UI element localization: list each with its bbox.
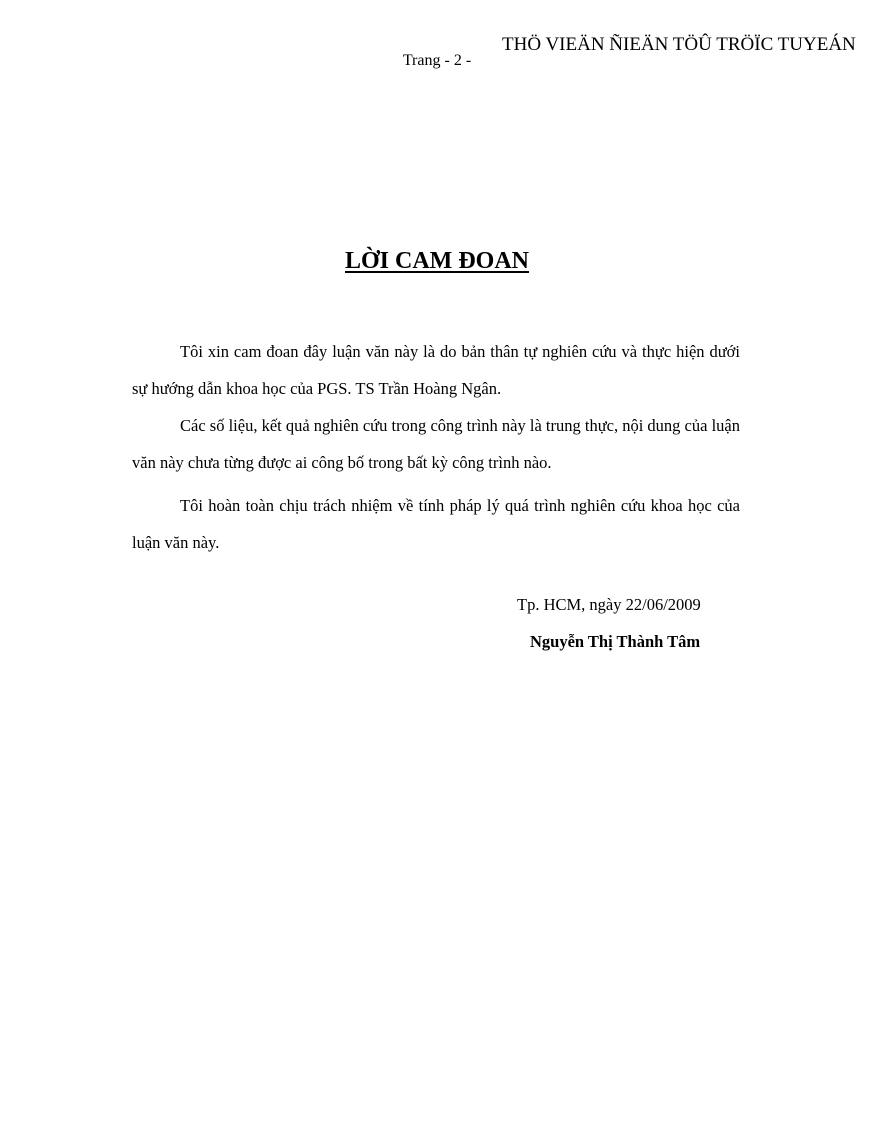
declaration-paragraph: Tôi hoàn toàn chịu trách nhiệm về tính pháp lý quá trình nghiên cứu khoa học của luận văn này. <box>132 496 740 552</box>
declaration-paragraph: Tôi xin cam đoan đây luận văn này là do bản thân tự nghiên cứu và thực hiện dưới sự hướng dẫn khoa học của PGS. TS Trần Hoàng Ngân. <box>132 342 740 398</box>
page-number: Trang - 2 - <box>402 52 472 69</box>
signature-block <box>505 595 735 652</box>
header-watermark: THÖ VIEÄN ÑIEÄN TÖÛ TRÖÏC TUYEÁN <box>502 34 856 55</box>
signature-place-date: Tp. HCM, ngày 22/06/2009 <box>517 595 701 614</box>
declaration-paragraph: Các số liệu, kết quả nghiên cứu trong công trình này là trung thực, nội dung của luận văn này chưa từng được ai công bố trong bất kỳ công trình nào. <box>132 416 740 472</box>
signature-name: Nguyễn Thị Thành Tâm <box>530 632 701 651</box>
declaration-body <box>132 333 740 561</box>
document-title: LỜI CAM ĐOAN <box>345 248 529 274</box>
